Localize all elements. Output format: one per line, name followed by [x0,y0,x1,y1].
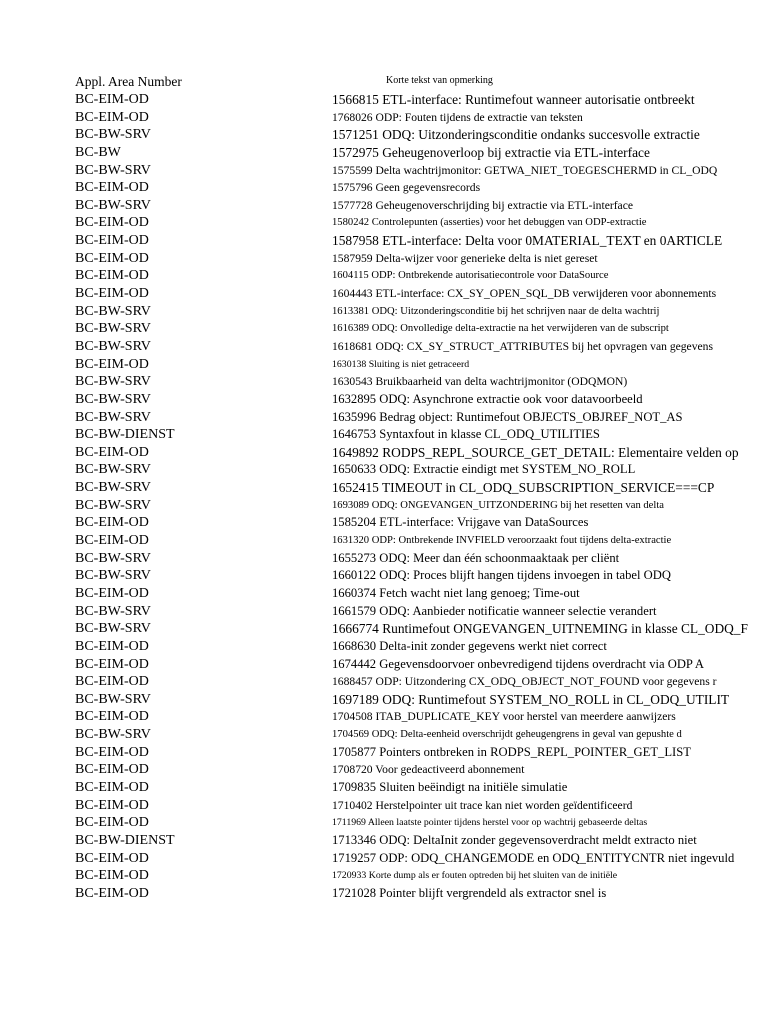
appl-area-cell: BC-BW-SRV [75,127,151,143]
appl-area-cell: BC-EIM-OD [75,638,149,654]
appl-area-cell: BC-BW-SRV [75,462,151,478]
appl-area-cell: BC-EIM-OD [75,515,149,531]
appl-area-cell: BC-BW-SRV [75,568,151,584]
note-text-cell: 1713346 ODQ: DeltaInit zonder gegevensoverdracht meldt extracto niet [332,832,697,847]
note-text-cell: 1630543 Bruikbaarheid van delta wachtrijmonitor (ODQMON) [332,375,628,389]
note-text-cell: 1649892 RODPS_REPL_SOURCE_GET_DETAIL: Elementaire velden op [332,444,739,460]
note-text-cell: 1580242 Controlepunten (asserties) voor het debuggen van ODP-extractie [332,217,647,229]
table-row [0,426,768,444]
appl-area-cell: BC-EIM-OD [75,850,149,866]
table-row [0,567,768,585]
note-text-cell: 1720933 Korte dump als er fouten optreden bij het sluiten van de initiële [332,870,618,882]
appl-area-cell: BC-BW-SRV [75,374,151,390]
appl-area-cell: BC-EIM-OD [75,215,149,231]
appl-area-cell: BC-BW-DIENST [75,427,175,443]
table-row [0,409,768,427]
table-row [0,461,768,479]
table-row [0,232,768,250]
note-text-cell: 1635996 Bedrag object: Runtimefout OBJECTS_OBJREF_NOT_AS [332,409,683,424]
table-row [0,867,768,885]
note-text-cell: 1604115 ODP: Ontbrekende autorisatiecontrole voor DataSource [332,270,609,282]
table-row [0,109,768,127]
appl-area-cell: BC-BW-SRV [75,321,151,337]
table-row [0,832,768,850]
note-text-cell: 1587958 ETL-interface: Delta voor 0MATERIAL_TEXT en 0ARTICLE [332,233,723,249]
note-text-cell: 1693089 ODQ: ONGEVANGEN_UITZONDERING bij het resetten van delta [332,499,664,511]
appl-area-cell: BC-EIM-OD [75,180,149,196]
note-text-cell: 1704569 ODQ: Delta-eenheid overschrijdt geheugengrens in geval van gepushte d [332,729,682,741]
note-text-cell: 1704508 ITAB_DUPLICATE_KEY voor herstel van meerdere aanwijzers [332,710,676,724]
appl-area-cell: BC-BW-SRV [75,409,151,425]
appl-area-cell: BC-EIM-OD [75,709,149,725]
column-header-text: Korte tekst van opmerking [386,75,493,86]
table-row [0,691,768,709]
table-row [0,144,768,162]
table-row [0,744,768,762]
appl-area-cell: BC-BW-SRV [75,550,151,566]
note-text-cell: 1575796 Geen gegevensrecords [332,181,481,195]
note-text-cell: 1674442 Gegevensdoorvoer onbevredigend tijdens overdracht via ODP A [332,656,705,671]
note-text-cell: 1650633 ODQ: Extractie eindigt met SYSTEM_NO_ROLL [332,462,636,477]
table-row [0,726,768,744]
note-text-cell: 1668630 Delta-init zonder gegevens werkt niet correct [332,638,607,653]
table-row [0,285,768,303]
appl-area-cell: BC-BW-SRV [75,303,151,319]
appl-area-cell: BC-EIM-OD [75,656,149,672]
note-text-cell: 1632895 ODQ: Asynchrone extractie ook voor datavoorbeeld [332,391,643,406]
appl-area-cell: BC-EIM-OD [75,797,149,813]
table-row [0,514,768,532]
appl-area-cell: BC-EIM-OD [75,286,149,302]
note-text-cell: 1613381 ODQ: Uitzonderingsconditie bij het schrijven naar de delta wachtrij [332,305,660,317]
table-row [0,708,768,726]
appl-area-cell: BC-BW-SRV [75,727,151,743]
appl-area-cell: BC-BW-SRV [75,391,151,407]
appl-area-cell: BC-EIM-OD [75,744,149,760]
appl-area-cell: BC-EIM-OD [75,815,149,831]
table-row [0,179,768,197]
appl-area-cell: BC-EIM-OD [75,868,149,884]
appl-area-cell: BC-EIM-OD [75,674,149,690]
note-text-cell: 1571251 ODQ: Uitzonderingsconditie ondanks succesvolle extractie [332,127,700,143]
table-row [0,320,768,338]
note-text-cell: 1604443 ETL-interface: CX_SY_OPEN_SQL_DB verwijderen voor abonnements [332,287,717,301]
appl-area-cell: BC-EIM-OD [75,885,149,901]
appl-area-cell: BC-BW-SRV [75,497,151,513]
note-text-cell: 1572975 Geheugenoverloop bij extractie via ETL-interface [332,144,650,160]
appl-area-cell: BC-EIM-OD [75,233,149,249]
note-text-cell: 1719257 ODP: ODQ_CHANGEMODE en ODQ_ENTITYCNTR niet ingevuld [332,850,735,865]
note-text-cell: 1655273 ODQ: Meer dan één schoonmaaktaak per cliënt [332,550,620,565]
table-row [0,162,768,180]
note-text-cell: 1721028 Pointer blijft vergrendeld als extractor snel is [332,885,607,900]
notes-table [0,91,768,902]
appl-area-cell: BC-EIM-OD [75,356,149,372]
table-row [0,338,768,356]
appl-area-cell: BC-EIM-OD [75,585,149,601]
table-row [0,620,768,638]
table-row [0,550,768,568]
appl-area-cell: BC-BW-SRV [75,338,151,354]
appl-area-cell: BC-BW [75,144,121,160]
table-row [0,797,768,815]
table-row [0,214,768,232]
appl-area-cell: BC-EIM-OD [75,444,149,460]
appl-area-cell: BC-BW-DIENST [75,832,175,848]
appl-area-cell: BC-EIM-OD [75,109,149,125]
note-text-cell: 1660122 ODQ: Proces blijft hangen tijdens invoegen in tabel ODQ [332,568,671,583]
table-row [0,197,768,215]
table-row [0,303,768,321]
note-text-cell: 1710402 Herstelpointer uit trace kan niet worden geïdentificeerd [332,798,633,812]
note-text-cell: 1618681 ODQ: CX_SY_STRUCT_ATTRIBUTES bij het opvragen van gegevens [332,339,713,353]
table-row [0,356,768,374]
table-row [0,761,768,779]
table-row [0,267,768,285]
table-row [0,673,768,691]
note-text-cell: 1660374 Fetch wacht niet lang genoeg; Time-out [332,585,580,600]
appl-area-cell: BC-BW-SRV [75,603,151,619]
table-row [0,603,768,621]
table-row [0,373,768,391]
table-row [0,444,768,462]
appl-area-cell: BC-BW-SRV [75,162,151,178]
note-text-cell: 1711969 Alleen laatste pointer tijdens herstel voor op wachtrij gebaseerde deltas [332,817,648,829]
note-text-cell: 1709835 Sluiten beëindigt na initiële simulatie [332,779,568,794]
appl-area-cell: BC-BW-SRV [75,691,151,707]
note-text-cell: 1587959 Delta-wijzer voor generieke delta is niet gereset [332,251,598,265]
note-text-cell: 1705877 Pointers ontbreken in RODPS_REPL_POINTER_GET_LIST [332,744,691,759]
note-text-cell: 1585204 ETL-interface: Vrijgave van DataSources [332,515,589,530]
appl-area-cell: BC-BW-SRV [75,480,151,496]
table-row [0,656,768,674]
appl-area-cell: BC-EIM-OD [75,533,149,549]
table-row [0,497,768,515]
table-row [0,814,768,832]
note-text-cell: 1616389 ODQ: Onvolledige delta-extractie na het verwijderen van de subscript [332,323,669,335]
table-row [0,850,768,868]
appl-area-cell: BC-EIM-OD [75,779,149,795]
note-text-cell: 1708720 Voor gedeactiveerd abonnement [332,763,525,777]
table-row [0,885,768,903]
note-text-cell: 1697189 ODQ: Runtimefout SYSTEM_NO_ROLL in CL_ODQ_UTILIT [332,691,730,707]
note-text-cell: 1661579 ODQ: Aanbieder notificatie wanneer selectie verandert [332,603,657,618]
note-text-cell: 1577728 Geheugenoverschrijding bij extractie via ETL-interface [332,198,633,212]
note-text-cell: 1566815 ETL-interface: Runtimefout wanneer autorisatie ontbreekt [332,92,695,107]
table-row [0,532,768,550]
table-row [0,779,768,797]
note-text-cell: 1666774 Runtimefout ONGEVANGEN_UITNEMING in klasse CL_ODQ_F [332,621,748,637]
table-row [0,585,768,603]
note-text-cell: 1688457 ODP: Uitzondering CX_ODQ_OBJECT_NOT_FOUND voor gegevens r [332,675,717,689]
note-text-cell: 1652415 TIMEOUT in CL_ODQ_SUBSCRIPTION_SERVICE===CP [332,480,715,496]
appl-area-cell: BC-EIM-OD [75,92,149,107]
table-row [0,638,768,656]
table-row [0,91,768,109]
appl-area-cell: BC-BW-SRV [75,621,151,637]
appl-area-cell: BC-EIM-OD [75,268,149,284]
column-header-area: Appl. Area Number [75,74,182,89]
note-text-cell: 1630138 Sluiting is niet getraceerd [332,358,470,370]
note-text-cell: 1646753 Syntaxfout in klasse CL_ODQ_UTILITIES [332,427,600,442]
table-row [0,479,768,497]
appl-area-cell: BC-EIM-OD [75,250,149,266]
note-text-cell: 1768026 ODP: Fouten tijdens de extractie van teksten [332,110,583,124]
table-row [0,126,768,144]
table-row [0,250,768,268]
note-text-cell: 1575599 Delta wachtrijmonitor: GETWA_NIET_TOEGESCHERMD in CL_ODQ [332,163,718,177]
table-row [0,391,768,409]
appl-area-cell: BC-EIM-OD [75,762,149,778]
note-text-cell: 1631320 ODP: Ontbrekende INVFIELD veroorzaakt fout tijdens delta-extractie [332,535,672,547]
appl-area-cell: BC-BW-SRV [75,197,151,213]
